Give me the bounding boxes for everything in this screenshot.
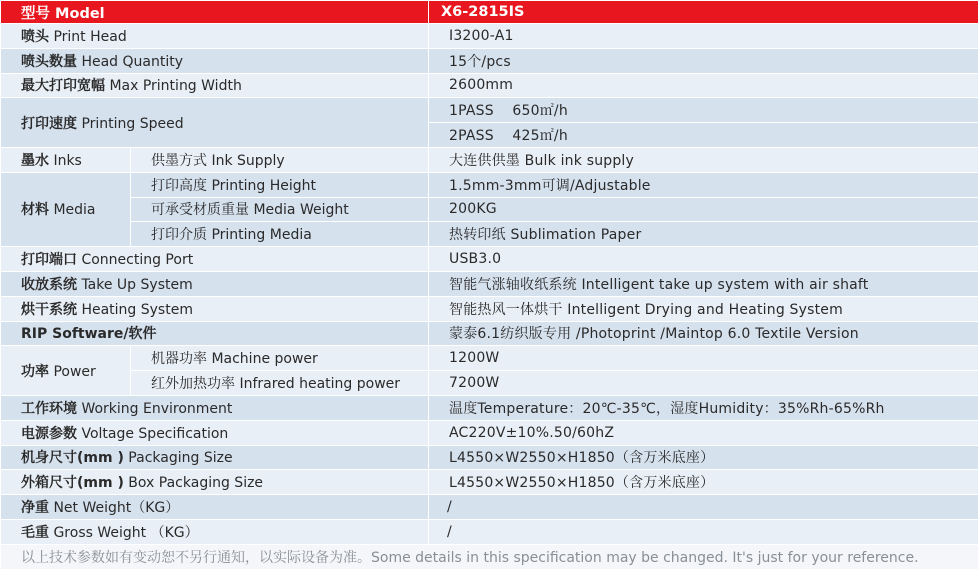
row-value: 智能气涨轴收纸系统 Intelligent take up system with air shaft — [429, 271, 978, 296]
table-row — [1, 147, 978, 172]
table-row — [1, 395, 978, 420]
table-row — [1, 346, 978, 371]
row-value: 智能热风一体烘干 Intelligent Drying and Heating System — [429, 296, 978, 321]
row-sublabel: 可承受材质重量 Media Weight — [131, 197, 429, 222]
table-row — [1, 495, 978, 520]
table-row — [1, 271, 978, 296]
row-value: L4550×W2550×H1850（含万米底座） — [429, 445, 978, 470]
row-value: 温度Temperature：20℃-35℃，湿度Humidity：35%Rh-65%Rh — [429, 395, 978, 420]
row-value: L4550×W2550×H1850（含万米底座） — [429, 470, 978, 495]
table-row — [1, 247, 978, 272]
table-row — [1, 371, 978, 396]
row-sublabel: 红外加热功率 Infrared heating power — [131, 371, 429, 396]
row-sublabel: 打印介质 Printing Media — [131, 222, 429, 247]
table-row — [1, 98, 978, 123]
table-row — [1, 24, 978, 49]
row-value: 大连供供墨 Bulk ink supply — [429, 147, 978, 172]
row-value: 2600mm — [429, 73, 978, 98]
table-row — [1, 321, 978, 346]
row-sublabel: 机器功率 Machine power — [131, 346, 429, 371]
row-value: 蒙泰6.1纺织版专用 /Photoprint /Maintop 6.0 Textile Version — [429, 321, 978, 346]
table-row — [1, 222, 978, 247]
row-value: / — [429, 519, 978, 544]
table-row — [1, 73, 978, 98]
row-value: / — [429, 495, 978, 520]
row-label: 最大打印宽幅 Max Printing Width — [1, 73, 429, 98]
table-row — [1, 296, 978, 321]
table-row — [1, 48, 978, 73]
row-value: 200KG — [429, 197, 978, 222]
header-model-label: 型号 Model — [1, 1, 429, 24]
footnote: 以上技术参数如有变动恕不另行通知，以实际设备为准。Some details in this specification may be changed. It's just for your reference. — [1, 544, 978, 569]
table-row — [1, 519, 978, 544]
row-label: 墨水 Inks — [1, 147, 131, 172]
row-label: 材料 Media — [1, 172, 131, 246]
row-label: 电源参数 Voltage Specification — [1, 420, 429, 445]
row-sublabel: 供墨方式 Ink Supply — [131, 147, 429, 172]
footnote-row — [1, 544, 978, 569]
row-label: 打印端口 Connecting Port — [1, 247, 429, 272]
row-label: 净重 Net Weight（KG） — [1, 495, 429, 520]
row-value: AC220V±10%.50/60hZ — [429, 420, 978, 445]
table-row — [1, 197, 978, 222]
row-value: I3200-A1 — [429, 24, 978, 49]
row-label: RIP Software/软件 — [1, 321, 429, 346]
row-label: 外箱尺寸(mm ) Box Packaging Size — [1, 470, 429, 495]
row-label: 收放系统 Take Up System — [1, 271, 429, 296]
row-value: 1200W — [429, 346, 978, 371]
row-value: 7200W — [429, 371, 978, 396]
row-label: 打印速度 Printing Speed — [1, 98, 429, 148]
table-row — [1, 470, 978, 495]
table-header-row — [1, 1, 978, 24]
row-value: USB3.0 — [429, 247, 978, 272]
row-value: 1.5mm-3mm可调/Adjustable — [429, 172, 978, 197]
row-label: 烘干系统 Heating System — [1, 296, 429, 321]
row-label: 毛重 Gross Weight （KG） — [1, 519, 429, 544]
header-model-value: X6-2815IS — [429, 1, 978, 24]
row-label: 喷头 Print Head — [1, 24, 429, 49]
row-value: 1PASS 650㎡/h — [429, 98, 978, 123]
row-label: 喷头数量 Head Quantity — [1, 48, 429, 73]
row-label: 工作环境 Working Environment — [1, 395, 429, 420]
table-row — [1, 420, 978, 445]
table-row — [1, 172, 978, 197]
row-value: 热转印纸 Sublimation Paper — [429, 222, 978, 247]
row-label: 机身尺寸(mm ) Packaging Size — [1, 445, 429, 470]
row-sublabel: 打印高度 Printing Height — [131, 172, 429, 197]
row-value: 15个/pcs — [429, 48, 978, 73]
row-value: 2PASS 425㎡/h — [429, 123, 978, 148]
row-label: 功率 Power — [1, 346, 131, 396]
table-row — [1, 445, 978, 470]
